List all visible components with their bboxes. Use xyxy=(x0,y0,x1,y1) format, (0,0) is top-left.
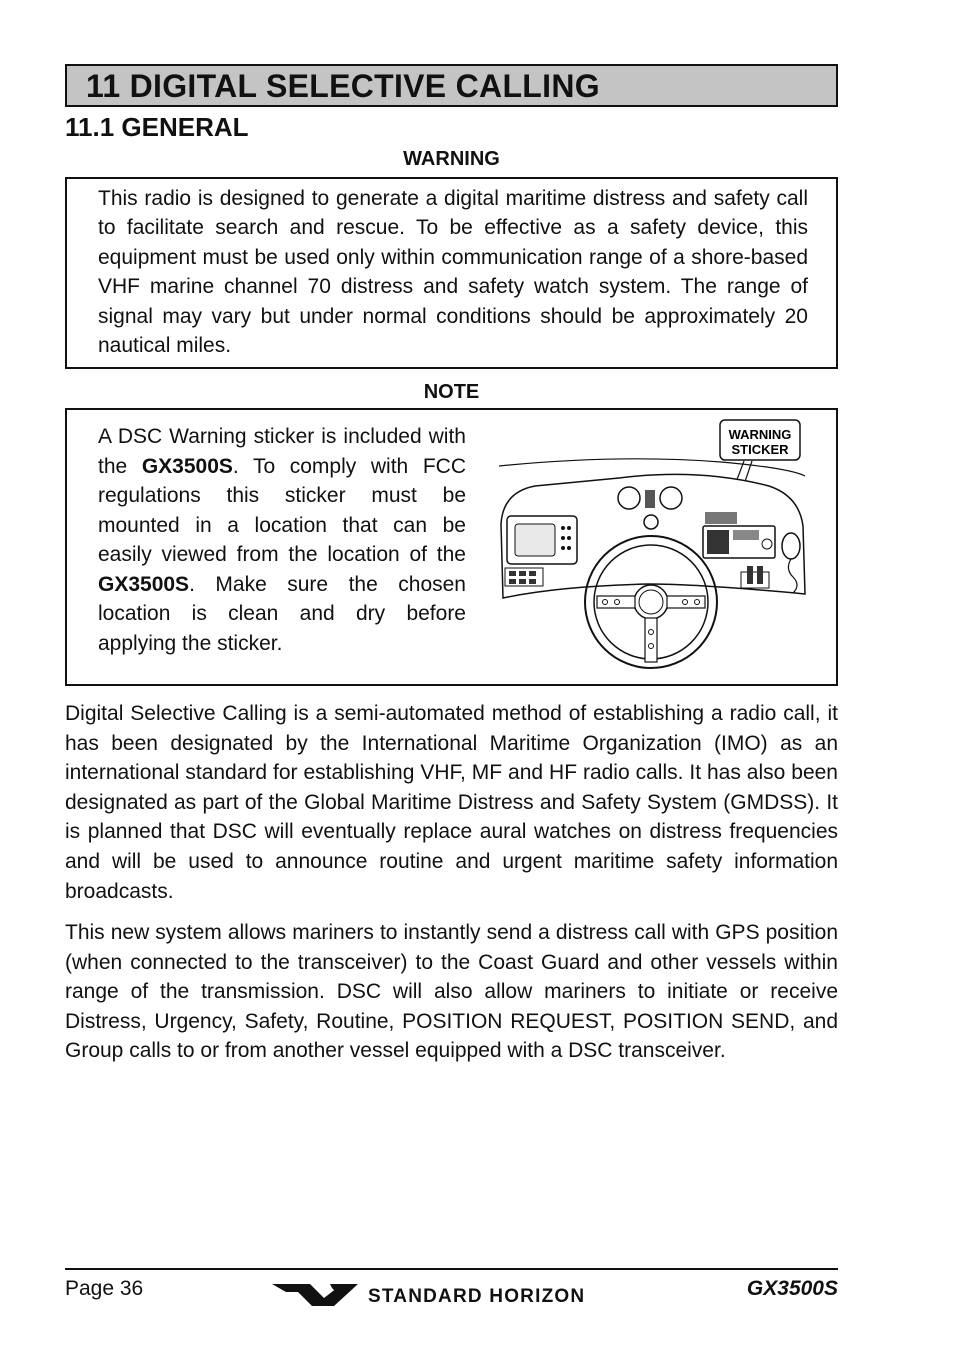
model-name: GX3500S xyxy=(98,572,190,596)
brand-name: STANDARD HORIZON xyxy=(368,1286,586,1307)
note-heading: NOTE xyxy=(423,381,480,403)
warning-text: This radio is designed to generate a digital maritime distress and safety call to facilitate search and rescue. To be effective as a safety device, this equipment must be used only within communication range of a shore-based VHF marine channel 70 distress and safety watch system. The range of signal may vary but under normal conditions should be approximately 20 nautical miles. xyxy=(98,187,808,358)
page-number: Page 36 xyxy=(65,1277,144,1300)
footer-rule xyxy=(65,1268,838,1270)
warning-box xyxy=(65,177,838,369)
helm-dashboard-illustration xyxy=(499,416,835,676)
standard-horizon-logo xyxy=(272,1278,642,1310)
section-title: 11.1 GENERAL xyxy=(65,112,249,142)
chapter-title: 11 DIGITAL SELECTIVE CALLING xyxy=(86,68,600,104)
model-name: GX3500S xyxy=(141,454,233,478)
body-paragraph-1: Digital Selective Calling is a semi-automated method of establishing a radio call, it has been designated by the International Maritime Organization (IMO) as an international standard for establishing VHF, MF and HF radio calls. It has also been designated as part of the Global Maritime Distress and Safety System (GMDSS). It is planned that DSC will eventually replace aural watches on distress frequencies and will be used to announce routine and urgent maritime safety information broadcasts. xyxy=(65,702,838,903)
warning-heading: WARNING xyxy=(403,148,500,170)
callout-label: WARNING xyxy=(728,427,792,442)
body-paragraph-2: This new system allows mariners to instantly send a distress call with GPS position (when connected to the transceiver) to the Coast Guard and other vessels within range of the transmission. DSC will also allow mariners to initiate or receive Distress, Urgency, Safety, Routine, POSITION REQUEST, POSITION SEND, and Group calls to or from another vessel equipped with a DSC transceiver. xyxy=(65,921,838,1063)
note-text: A DSC Warning sticker is included with the GX3500S. To comply with FCC regulations this sticker must be mounted in a location that can be easily viewed from the location of the GX3500S. Make sure the chosen location is clean and dry before applying the sticker. xyxy=(98,425,466,655)
chapter-title-bar xyxy=(65,64,838,107)
callout-label: STICKER xyxy=(731,442,789,457)
footer-model: GX3500S xyxy=(746,1277,838,1300)
note-box xyxy=(65,408,838,686)
